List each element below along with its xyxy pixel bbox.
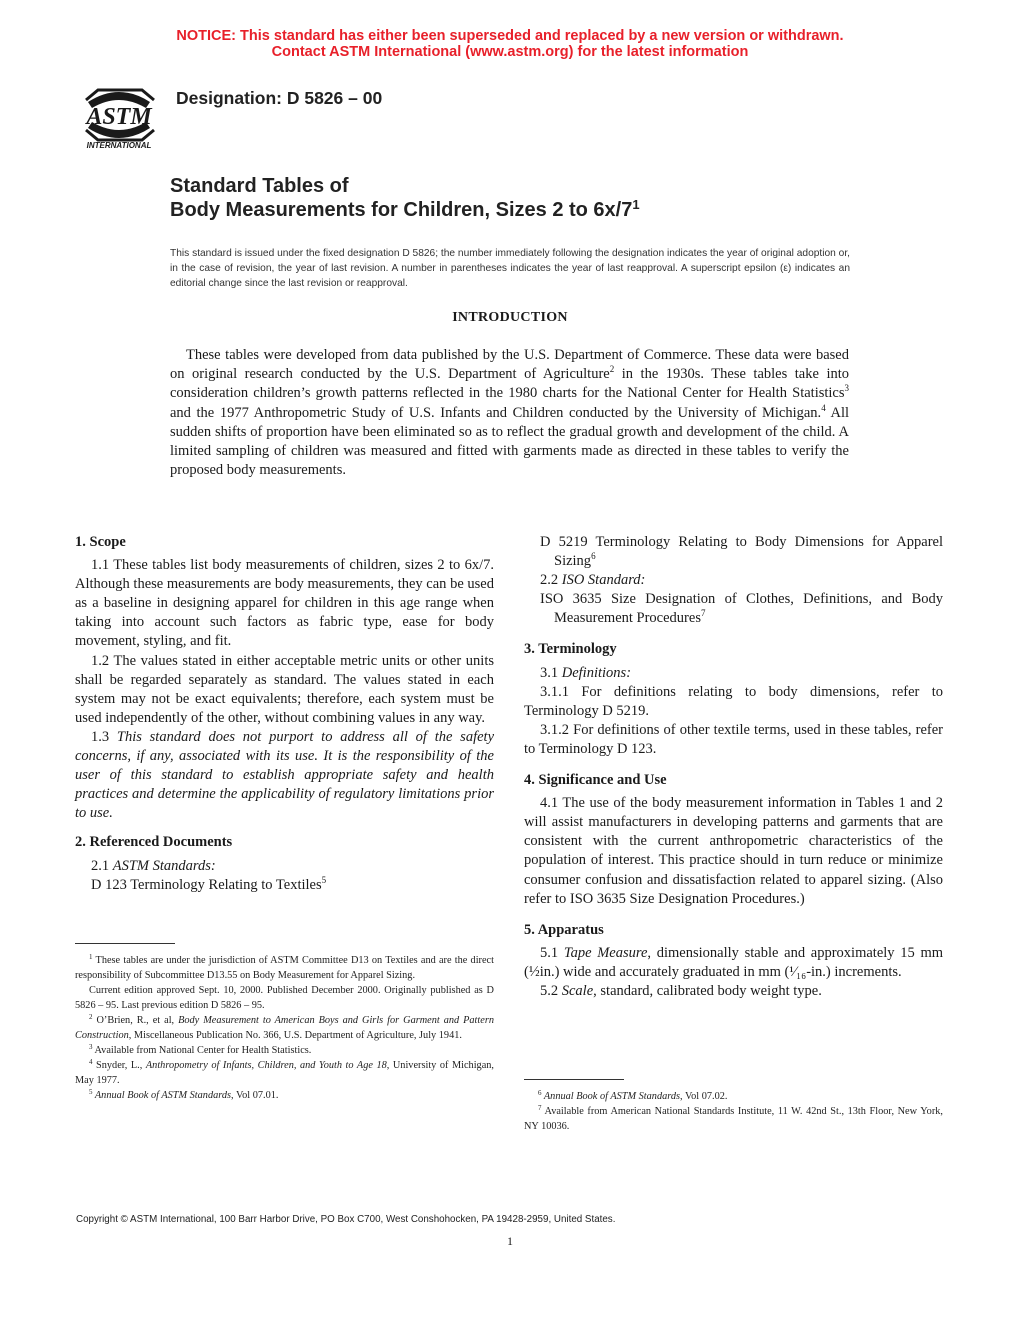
introduction-paragraph [170, 346, 849, 480]
section-3-heading: 3. Terminology [524, 641, 617, 658]
paragraph-1-3-text: This standard does not purport to address all of the safety concerns, if any, associated with its use. It is the responsibility of the user of this standard to establish appropriate safety and health practices and determine the applicability of regulatory limitations prior to use. [75, 728, 495, 822]
intro-text-3: and the 1977 Anthropometric Study of U.S. Infants and Children conducted by the University of Michigan. [170, 404, 822, 421]
section-4-heading: 4. Significance and Use [524, 772, 667, 789]
footnote-7-text: Available from American National Standards Institute, 11 W. 42nd St., 13th Floor, New York, NY 10036. [524, 1106, 943, 1132]
right-footnote-rule [524, 1079, 624, 1080]
footnote-4-title: Anthropometry of Infants, Children, and Youth to Age 18 [145, 1060, 387, 1071]
intro-ref-3: 3 [844, 383, 849, 394]
footnote-1-continued: Current edition approved Sept. 10, 2000. Published December 2000. Originally published as D 5826 – 95. Last previous edition D 5826 – 95. [75, 985, 494, 1011]
title-line-1: Standard Tables of [170, 175, 349, 197]
document-title [170, 174, 640, 222]
paragraph-2-2-number: 2.2 [540, 572, 562, 589]
footnote-6-ref: 6 [538, 1089, 542, 1097]
introduction-body [170, 346, 849, 480]
title-footnote-ref: 1 [632, 197, 640, 212]
footnote-4-ref: 4 [89, 1058, 93, 1066]
footnote-4 [75, 1058, 494, 1088]
right-column [524, 533, 943, 1001]
footnote-5-title: Annual Book of ASTM Standards [92, 1090, 232, 1101]
reference-iso-3635 [524, 590, 943, 628]
intro-text-2: in the 1930s. These tables take into consideration children’s growth patterns reflected in the 1980 charts for the National Center for Health Statistics [170, 366, 849, 402]
paragraph-5-2-number: 5.2 [540, 982, 562, 999]
issue-note: This standard is issued under the fixed designation D 5826; the number immediately following the designation indicates the year of original adoption or, in the case of revision, the year of last revision. A number in parentheses indicates the year of last reapproval. A superscript epsilon (ε) indicates an editorial change since the last revision or reapproval. [170, 248, 850, 289]
left-footnote-rule [75, 943, 175, 944]
section-2-heading: 2. Referenced Documents [75, 834, 233, 851]
section-1-heading: 1. Scope [75, 534, 126, 550]
intro-ref-2: 2 [609, 364, 615, 375]
left-column [75, 533, 494, 895]
page-number: 1 [507, 1234, 513, 1248]
paragraph-5-2-text: , standard, calibrated body weight type. [593, 982, 822, 999]
footnote-1-text: These tables are under the jurisdiction of ASTM Committee D13 on Textiles and are the direct responsibility of Subcommittee D13.55 on Body Measurement for Apparel Sizing. [75, 955, 494, 981]
footnote-6 [524, 1089, 943, 1104]
paragraph-5-2-term: Scale [561, 982, 594, 999]
reference-d123-text: D 123 Terminology Relating to Textiles [91, 876, 322, 893]
introduction-heading: INTRODUCTION [452, 310, 568, 325]
section-5-heading: 5. Apparatus [524, 921, 604, 938]
intro-text-1: These tables were developed from data published by the U.S. Department of Commerce. These data were based on original research conducted by the U.S. Department of Agriculture [170, 347, 849, 383]
reference-d5219 [524, 533, 943, 571]
footnote-4-text-b: , University of Michigan, May 1977. [75, 1060, 495, 1086]
paragraph-5-1-number: 5.1 [540, 944, 564, 961]
intro-ref-4: 4 [821, 402, 826, 413]
reference-d123-footnote-ref: 5 [321, 874, 327, 885]
paragraph-3-1-text: Definitions: [561, 664, 632, 681]
astm-logo [76, 78, 162, 150]
footnote-1 [75, 953, 494, 983]
footnote-2-title: Body Measurement to American Boys and Girls for Garment and Pattern Construction [75, 1015, 494, 1041]
paragraph-5-1-term: Tape Measure [563, 944, 648, 961]
paragraph-2-1-number: 2.1 [91, 857, 113, 874]
paragraph-5-2 [524, 982, 943, 1001]
right-footnotes [524, 1089, 943, 1134]
footnote-5-text: , Vol 07.01. [231, 1090, 279, 1101]
footnote-5-ref: 5 [89, 1088, 93, 1096]
reference-d123 [75, 876, 494, 895]
paragraph-1-1: 1.1 These tables list body measurements of children, sizes 2 to 6x/7. Although these measurements are body measurements, they can be used as a baseline in designing apparel for children in this age range when taking into account such factors as fabric type, ease for body movement, styling, and fit. [75, 557, 494, 650]
paragraph-3-1-2: 3.1.2 For definitions of other textile terms, used in these tables, refer to Terminology D 123. [524, 721, 943, 757]
reference-iso-footnote-ref: 7 [700, 608, 706, 619]
footnote-6-text: , Vol 07.02. [680, 1091, 728, 1102]
footnote-2-text-a: O’Brien, R., et al, [92, 1015, 179, 1026]
intro-text-4: All sudden shifts of proportion have been eliminated so as to reflect the gradual growth and development of the child. A limited sampling of children was measured and fitted with garments made as directed in these tables to verify the proposed body measurements. [170, 404, 850, 479]
title-line-2-text: Body Measurements for Children, Sizes 2 to 6x/7 [170, 199, 633, 221]
logo-subtitle: INTERNATIONAL [86, 141, 152, 150]
paragraph-1-2: 1.2 The values stated in either acceptable metric units or other units shall be regarded separately as standard. The values stated in each system may not be exact equivalents; therefore, each system must be used independently of the other, without combining values in any way. [75, 652, 494, 726]
footnote-2-text-b: , Miscellaneous Publication No. 366, U.S. Department of Agriculture, July 1941. [128, 1030, 462, 1041]
paragraph-3-1 [524, 664, 943, 683]
footnote-7 [524, 1104, 943, 1134]
paragraph-2-1-text: ASTM Standards: [112, 857, 216, 874]
paragraph-5-1-text: , dimensionally stable and approximately 15 mm (½in.) wide and accurately graduated in mm (¹⁄₁₆-in.) increments. [524, 944, 943, 980]
reference-iso-text: ISO 3635 Size Designation of Clothes, Definitions, and Body Measurement Procedures [540, 591, 943, 627]
footnote-6-title: Annual Book of ASTM Standards [541, 1091, 681, 1102]
footnote-3-ref: 3 [89, 1043, 93, 1051]
copyright-line: Copyright © ASTM International, 100 Barr Harbor Drive, PO Box C700, West Conshohocken, PA 19428-2959, United States. [76, 1214, 616, 1225]
logo-mark: ASTM [86, 104, 152, 130]
paragraph-3-1-number: 3.1 [540, 664, 562, 681]
notice-line-2: Contact ASTM International (www.astm.org) for the latest information [271, 44, 749, 60]
paragraph-2-1 [75, 857, 494, 876]
title-line-2 [170, 198, 640, 222]
footnote-3 [75, 1043, 494, 1058]
footnote-3-text: Available from National Center for Health Statistics. [92, 1045, 312, 1056]
paragraph-2-2-text: ISO Standard: [561, 572, 646, 589]
paragraph-1-3 [75, 728, 494, 823]
footnote-5 [75, 1088, 494, 1103]
paragraph-1-3-number: 1.3 [91, 728, 117, 745]
paragraph-3-1-1: 3.1.1 For definitions relating to body dimensions, refer to Terminology D 5219. [524, 683, 943, 719]
reference-d5219-footnote-ref: 6 [591, 551, 596, 562]
paragraph-4-1: 4.1 The use of the body measurement information in Tables 1 and 2 will assist manufacturers in developing patterns and garments that are consistent with the current anthropometric characteristics of the population of interest. This practice should in turn reduce or minimize consumer confusion and dissatisfaction related to apparel sizing. (Also refer to ISO 3635 Size Designation Procedures.) [524, 795, 943, 907]
footnote-4-text-a: Snyder, L., [92, 1060, 146, 1071]
notice-line-1: NOTICE: This standard has either been superseded and replaced by a new version or withdrawn. [176, 28, 844, 44]
footnote-1-ref: 1 [89, 953, 93, 961]
paragraph-5-1 [524, 944, 943, 982]
designation: Designation: D 5826 – 00 [176, 88, 383, 108]
left-footnotes [75, 953, 494, 1103]
footnote-7-ref: 7 [538, 1104, 542, 1112]
footnote-2 [75, 1013, 494, 1043]
footnote-2-ref: 2 [89, 1013, 93, 1021]
withdrawal-notice [0, 28, 1020, 60]
paragraph-2-2 [524, 571, 943, 590]
reference-d5219-text: D 5219 Terminology Relating to Body Dimensions for Apparel Sizing [540, 534, 943, 570]
